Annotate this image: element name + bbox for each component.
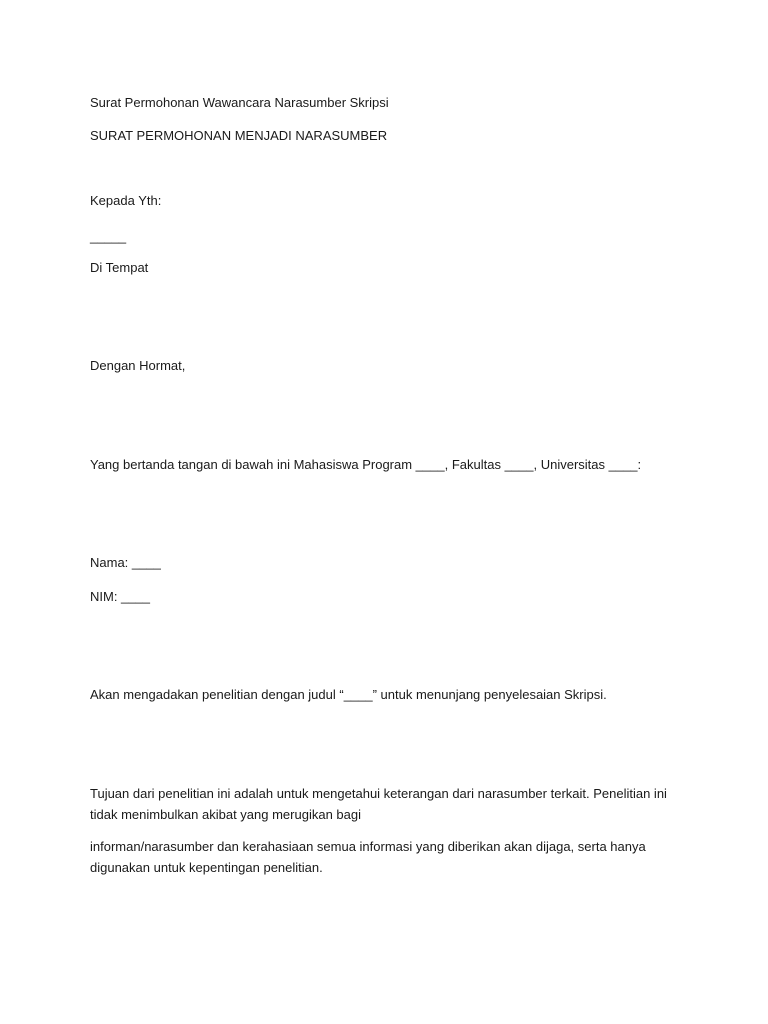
recipient-place: Di Tempat <box>90 260 149 275</box>
nim-field-line: NIM: ____ <box>90 589 150 604</box>
purpose-paragraph-1: Tujuan dari penelitian ini adalah untuk mengetahui keterangan dari narasumber terkait. Penelitian ini tidak menimbulkan akibat yang merugikan bagi <box>90 786 671 822</box>
letter-heading: SURAT PERMOHONAN MENJADI NARASUMBER <box>90 128 388 143</box>
purpose-paragraph-2: informan/narasumber dan kerahasiaan semua informasi yang diberikan akan dijaga, serta hanya digunakan untuk kepentingan penelitian. <box>90 839 650 875</box>
name-field-line: Nama: ____ <box>90 555 161 570</box>
research-paragraph: Akan mengadakan penelitian dengan judul “____” untuk menunjang penyelesaian Skripsi. <box>90 687 607 702</box>
intro-paragraph: Yang bertanda tangan di bawah ini Mahasiswa Program ____, Fakultas ____, Universitas ____: <box>90 457 642 472</box>
recipient-blank: _____ <box>90 229 127 244</box>
greeting: Dengan Hormat, <box>90 358 186 373</box>
recipient-label: Kepada Yth: <box>90 193 162 208</box>
document-title: Surat Permohonan Wawancara Narasumber Skripsi <box>90 95 389 110</box>
